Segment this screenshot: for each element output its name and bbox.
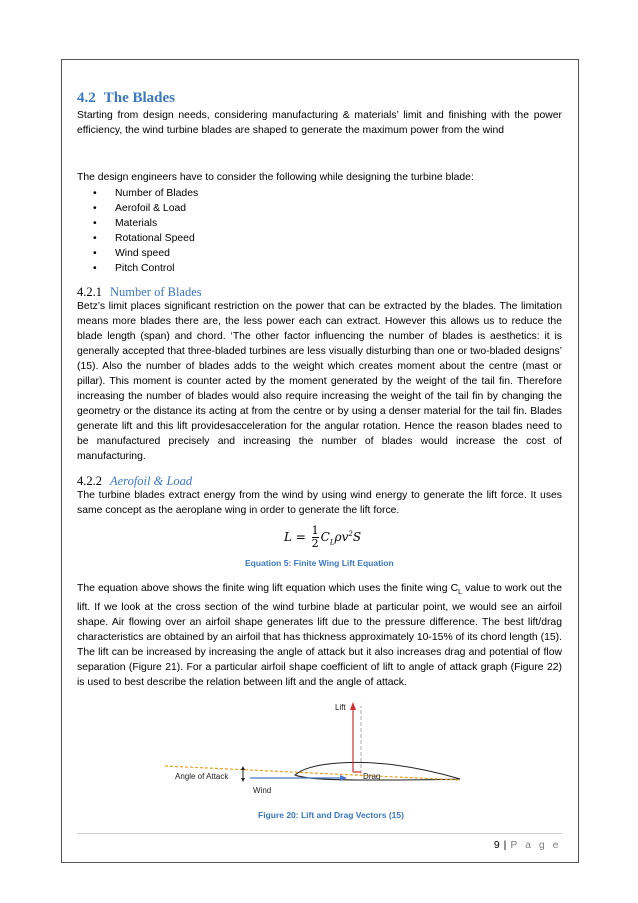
lift-drag-figure xyxy=(165,696,475,806)
consideration-text: Rotational Speed xyxy=(115,233,195,244)
intro-paragraph: Starting from design needs, considering manufacturing & materials’ limit and finishing with the power efficiency, the wind turbine blades are shaped to generate the maximum power from the wind xyxy=(77,110,562,136)
equation-s: S xyxy=(352,530,362,544)
section-heading xyxy=(77,90,175,107)
equation-power: 2 xyxy=(348,530,353,538)
page-number-value: 9 xyxy=(493,839,500,851)
subsection-heading-number-of-blades xyxy=(77,285,202,300)
page-number xyxy=(494,839,561,851)
angle-of-attack-label: Angle of Attack xyxy=(175,772,229,781)
equation-cl: C xyxy=(320,530,330,544)
aerofoil-paragraph-1: The turbine blades extract energy from the wind by using wind energy to generate the lift force. It uses same concept as the aeroplane wing in order to generate the lift force. xyxy=(77,490,562,516)
consideration-item xyxy=(93,216,198,231)
number-of-blades-paragraph: Betz’s limit places significant restriction on the power that can be extracted by the blades. The limitation means more blades there are, the less power each can extract. However this allows us to reduce the blade length (span) and chord. ‘The other factor influencing the number of blades is aesthetics: it is generally accepted that three-bladed turbines are less visually disturbing than one or two-bladed designs’ (15). Also the number of blades adds to the weight which creates moment about the centre (mast or pillar). This moment is counter acted by the moment generated by the weight of the tail fin. Therefore increasing the number of blades would also require increasing the weight of the tail fin by changing the geometry or the distance its acting at from the centre or by using a denser material for the tail fin. Blades generate lift and this lift providesacceleration for the angular rotation. Hence the reason blades need to be manufactured precisely and increasing the number of blades would increase the cost of manufacturing. xyxy=(77,301,562,462)
bullet-icon: • xyxy=(93,188,97,199)
page-label: P a g e xyxy=(510,839,561,851)
subsection-number: 4.2.1 xyxy=(77,285,102,299)
consideration-text: Materials xyxy=(115,218,158,229)
equation-fraction xyxy=(312,525,319,550)
lift-label: Lift xyxy=(335,703,346,712)
bullet-icon: • xyxy=(93,248,97,259)
aerofoil-paragraph-2-sub: L xyxy=(458,589,463,597)
consideration-item xyxy=(93,201,198,216)
considerations-list xyxy=(93,186,198,276)
consideration-item xyxy=(93,231,198,246)
consideration-item xyxy=(93,246,198,261)
bullet-icon: • xyxy=(93,263,97,274)
subsection-title: Aerofoil & Load xyxy=(110,474,193,488)
lift-equation xyxy=(284,525,361,550)
consideration-item xyxy=(93,186,198,201)
consideration-text: Pitch Control xyxy=(115,263,175,274)
equation-cl-sub: L xyxy=(329,538,335,547)
equation-lhs: L = xyxy=(284,530,306,544)
bullet-icon: • xyxy=(93,233,97,244)
bullet-icon: • xyxy=(93,203,97,214)
equation-rho-v: ρv xyxy=(334,530,349,544)
bullet-icon: • xyxy=(93,218,97,229)
aerofoil-paragraph-2 xyxy=(77,581,562,690)
lift-arrowhead xyxy=(350,702,356,710)
equation-caption: Equation 5: Finite Wing Lift Equation xyxy=(245,558,394,568)
footer-divider xyxy=(77,833,562,834)
consideration-text: Wind speed xyxy=(115,248,170,259)
drag-label: Drag xyxy=(363,772,381,781)
subsection-heading-aerofoil-load xyxy=(77,474,192,489)
angle-marker-up xyxy=(241,766,245,770)
subsection-title: Number of Blades xyxy=(110,285,202,299)
figure-caption: Figure 20: Lift and Drag Vectors (15) xyxy=(258,810,404,820)
consideration-item xyxy=(93,261,198,276)
consideration-text: Number of Blades xyxy=(115,188,199,199)
page-separator: | xyxy=(503,839,507,851)
aerofoil-paragraph-2-b: value to work out the lift. If we look at the cross section of the wind turbine blade at particular point, we would see an airfoil shape. Air flowing over an airfoil shape generates lift due to the pressure difference. The best lift/drag characteristics are obtained by an airfoil that has thickness approximately 10-15% of its chord length (15). The lift can be increased by increasing the angle of attack but it also increases drag and potential of flow separation (Figure 21). For a particular airfoil shape coefficient of lift to angle of attack graph (Figure 22) is used to best describe the relation between lift and the angle of attack. xyxy=(77,583,562,689)
section-title: The Blades xyxy=(103,90,176,106)
equation-denominator: 2 xyxy=(311,537,319,550)
angle-marker-down xyxy=(241,778,245,782)
subsection-number: 4.2.2 xyxy=(77,474,102,488)
consideration-text: Aerofoil & Load xyxy=(115,203,187,214)
aerofoil-paragraph-2-a: The equation above shows the finite wing lift equation which uses the finite wing C xyxy=(77,583,459,594)
section-number: 4.2 xyxy=(77,90,96,106)
wind-label: Wind xyxy=(253,786,272,795)
considerations-intro: The design engineers have to consider the following while designing the turbine blade: xyxy=(77,172,474,183)
equation-numerator: 1 xyxy=(311,524,319,537)
